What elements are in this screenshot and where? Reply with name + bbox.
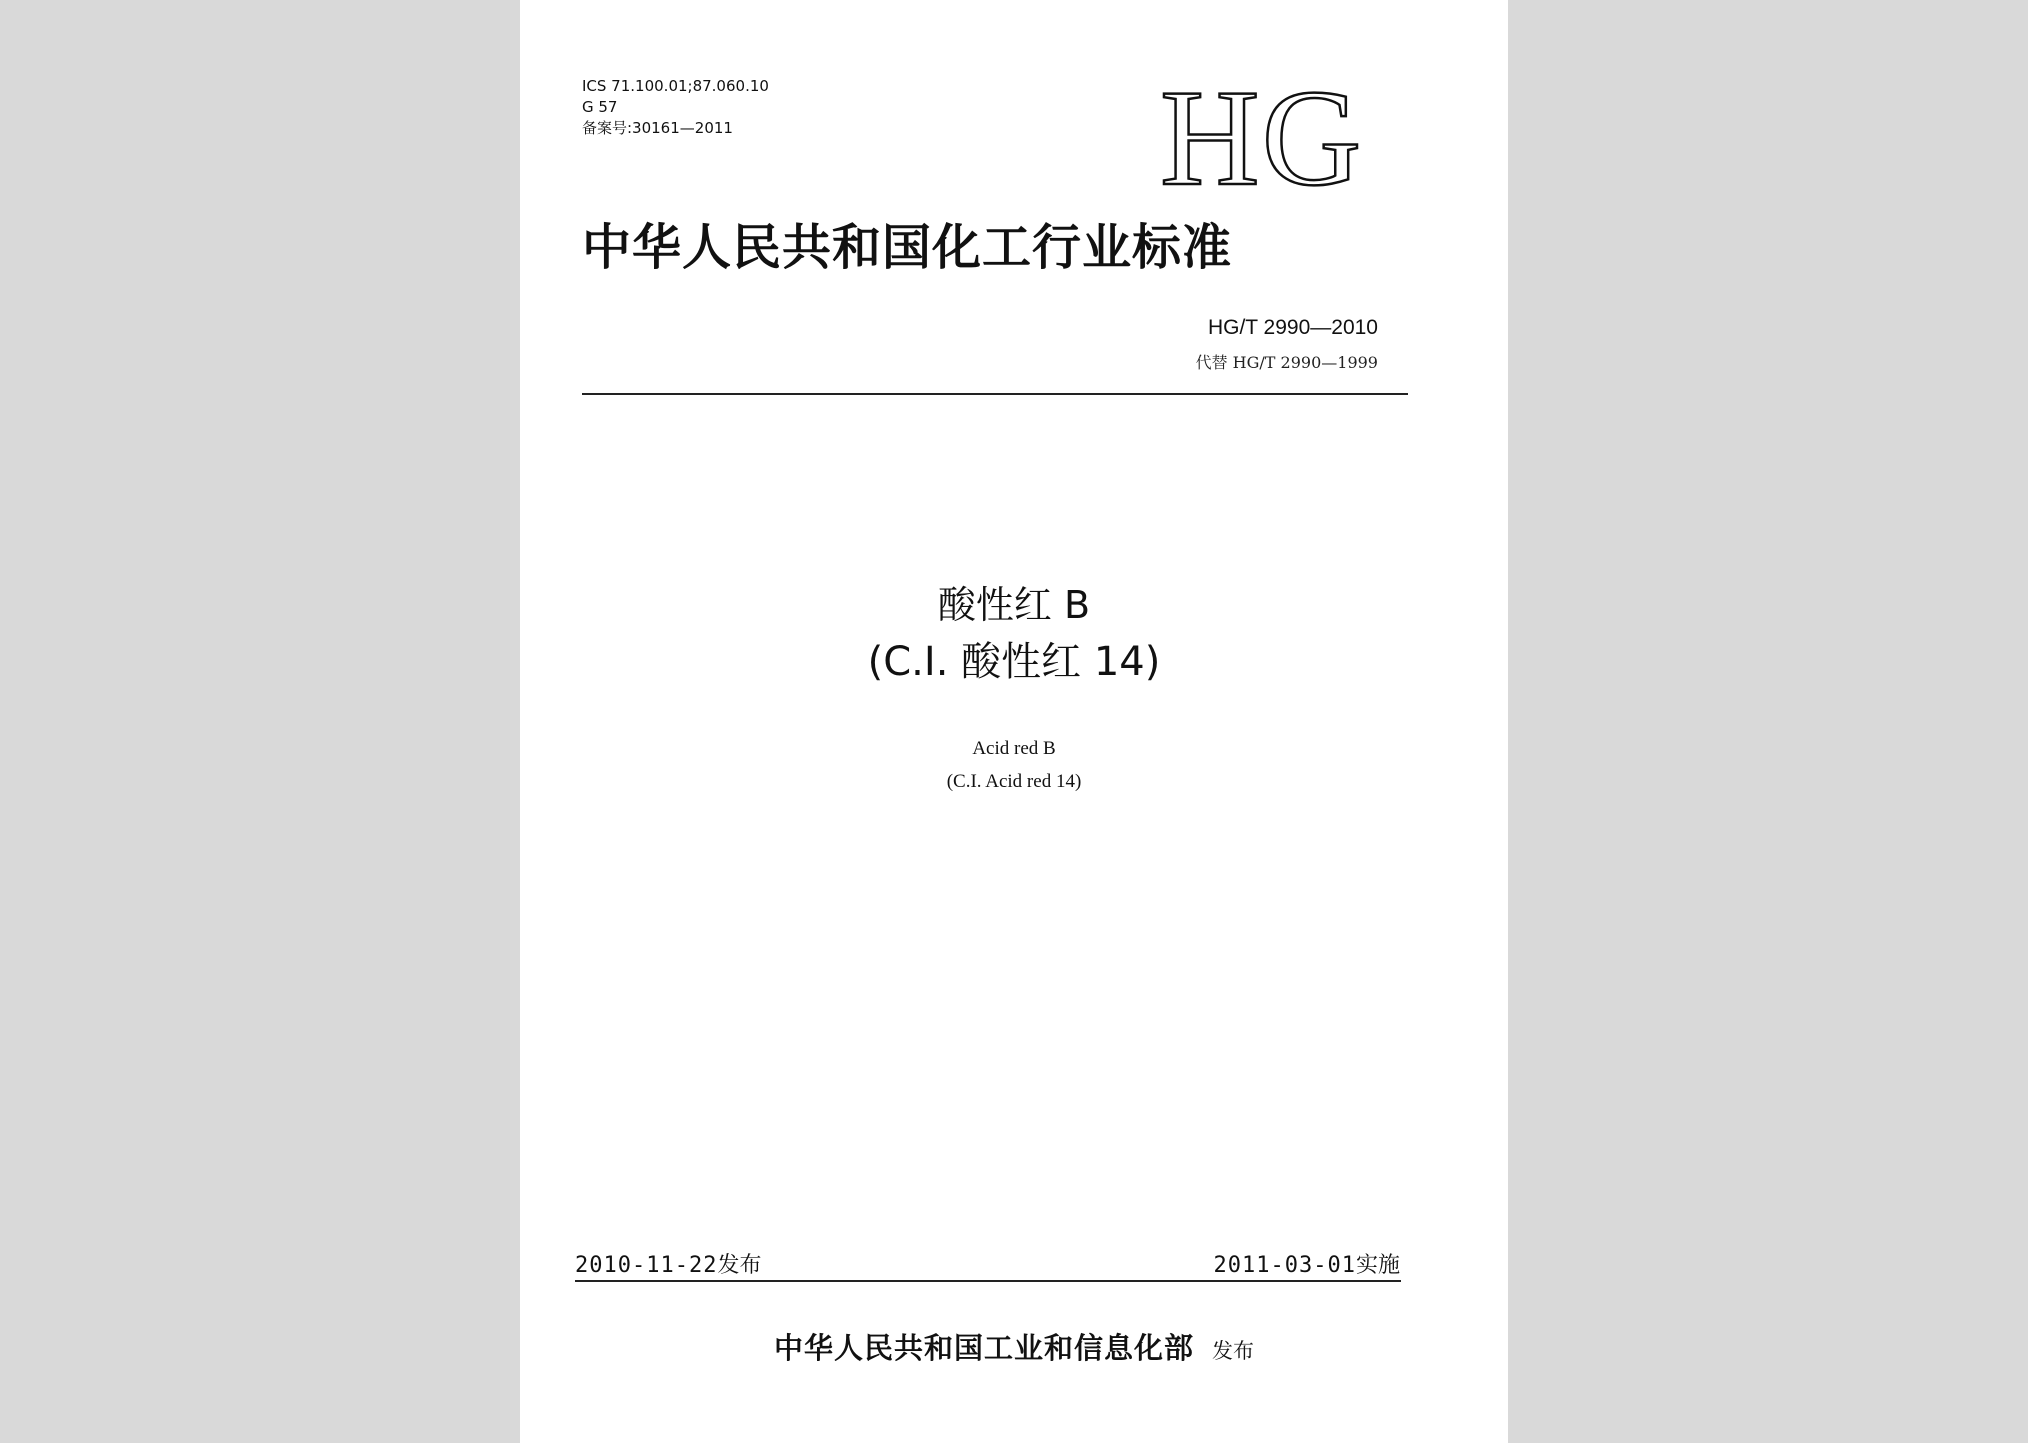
implement-date-block — [1214, 1248, 1400, 1279]
hg-logo: HG — [1160, 61, 1364, 214]
implement-date: 2011-03-01 — [1213, 1253, 1356, 1278]
publisher-line — [520, 1326, 1508, 1367]
ccs-code: G 57 — [582, 98, 618, 116]
top-divider — [582, 393, 1408, 395]
bottom-divider — [575, 1280, 1401, 1282]
publisher-name: 中华人民共和国工业和信息化部 — [773, 1331, 1194, 1365]
record-number: 备案号:30161—2011 — [582, 119, 733, 137]
title-english-line1: Acid red B — [972, 738, 1056, 759]
ics-code: ICS 71.100.01;87.060.10 — [582, 77, 769, 95]
issue-date: 2010-11-22 — [575, 1253, 718, 1278]
issue-label: 发布 — [717, 1253, 762, 1278]
classification-block — [582, 76, 769, 139]
publish-action: 发布 — [1212, 1339, 1254, 1363]
document-page — [520, 0, 1508, 1443]
issue-date-block — [575, 1248, 761, 1279]
replaces-standard: 代替 HG/T 2990—1999 — [1195, 353, 1378, 372]
implement-label: 实施 — [1355, 1253, 1400, 1278]
org-title: 中华人民共和国化工行业标准 — [582, 219, 1233, 276]
title-chinese-line1: 酸性红 B — [937, 583, 1091, 627]
title-chinese-line2: (C.I. 酸性红 14) — [867, 639, 1161, 685]
title-english-line2: (C.I. Acid red 14) — [946, 771, 1082, 792]
standard-code: HG/T 2990—2010 — [1207, 316, 1378, 339]
